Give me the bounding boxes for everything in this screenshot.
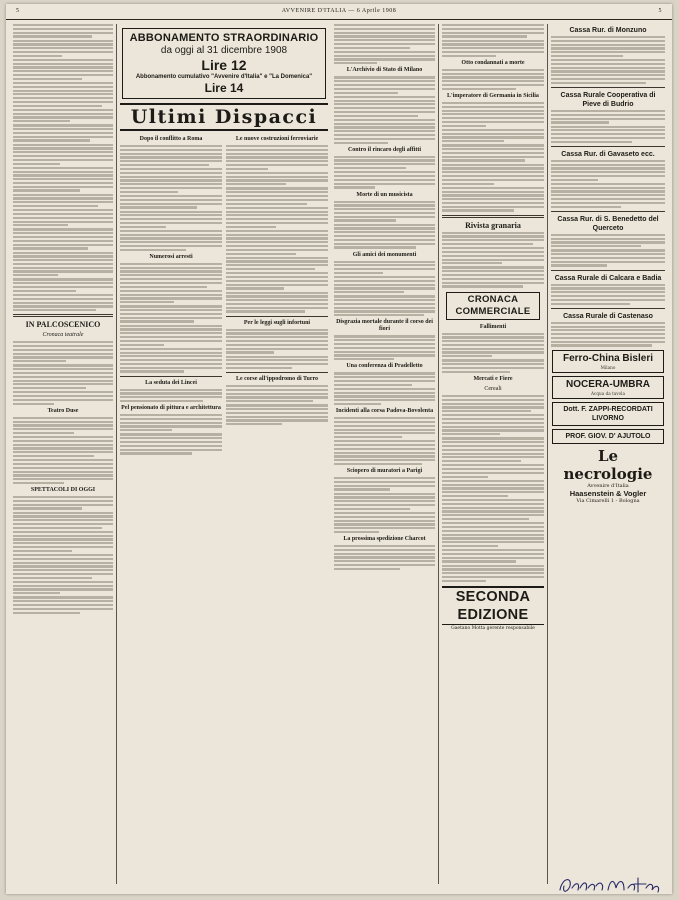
handwritten-signature [554, 872, 672, 894]
illegible-text-block [13, 124, 113, 141]
illegible-text-block [13, 364, 113, 389]
heading-conferenza: Una conferenza di Pradelletto [346, 363, 423, 370]
illegible-text-block [551, 36, 665, 57]
illegible-text-block [442, 414, 544, 435]
illegible-text-block [13, 209, 113, 226]
cassa-querceto: Cassa Rur. di S. Benedetto del Querceto [557, 215, 659, 232]
illegible-text-block [13, 581, 113, 595]
illegible-text-block [226, 230, 328, 255]
illegible-text-block [334, 335, 435, 360]
illegible-text-block [13, 391, 113, 405]
heading-rivista-granaria: Rivista granaria [465, 220, 521, 230]
haasenstein-address: Via Cimarelli 1 - Bologna [576, 498, 640, 504]
ad-nocera [552, 376, 664, 399]
illegible-text-block [13, 459, 113, 484]
illegible-text-block [551, 234, 665, 248]
abbonamento-title: ABBONAMENTO STRAORDINARIO [129, 32, 319, 44]
illegible-text-block [442, 359, 544, 373]
illegible-text-block [442, 480, 544, 497]
illegible-text-block [13, 252, 113, 277]
illegible-text-block [334, 24, 435, 49]
illegible-text-block [442, 499, 544, 520]
illegible-text-block [120, 230, 222, 251]
illegible-text-block [442, 144, 544, 161]
abbonamento-banner [122, 28, 326, 99]
illegible-text-block [120, 325, 222, 346]
necrologie-heading: Le necrologie [563, 447, 653, 483]
heading-disgrazia: Disgrazia mortale durante il corso dei fiori [336, 319, 433, 333]
illegible-text-block [13, 109, 113, 123]
illegible-text-block [226, 385, 328, 402]
cassa-gavaseto: Cassa Rur. di Gavaseto ecc. [561, 150, 655, 158]
heading-incidenti: Incidenti alla corsa Padova-Bovolenta [335, 408, 434, 415]
ad-ajutolo [552, 429, 664, 444]
illegible-text-block [442, 464, 544, 478]
ad-ferro-china [552, 350, 664, 373]
illegible-text-block [334, 545, 435, 570]
cassa-calcara: Cassa Rurale di Calcara e Badia [554, 274, 662, 282]
illegible-text-block [13, 167, 113, 192]
masthead-page-left: 5 [16, 8, 20, 14]
illegible-text-block [120, 263, 222, 288]
heading-arresti: Numerosi arresti [149, 253, 193, 260]
illegible-text-block [334, 119, 435, 144]
illegible-text-block [334, 276, 435, 293]
illegible-text-block [226, 329, 328, 354]
illegible-text-block [226, 356, 328, 370]
column-2 [117, 24, 331, 884]
heading-lincei: La seduta dei Lincei [145, 379, 197, 386]
illegible-text-block [120, 348, 222, 373]
illegible-text-block [226, 145, 328, 170]
illegible-text-block [13, 436, 113, 457]
column-5 [548, 24, 668, 884]
illegible-text-block [120, 145, 222, 166]
cronaca-commerciale-heading: CRONACA COMMERCIALE [446, 292, 540, 320]
abbonamento-period: da oggi al 31 dicembre 1908 [160, 45, 288, 56]
illegible-text-block [334, 51, 435, 65]
masthead-page-right: 5 [658, 8, 662, 14]
illegible-text-block [226, 207, 328, 228]
illegible-text-block [120, 305, 222, 322]
ad-zappi-title: Dott. F. ZAPPI-RECORDATI [563, 406, 653, 413]
illegible-text-block [13, 59, 113, 80]
cassa-castenaso: Cassa Rurale di Castenaso [563, 312, 653, 320]
necrologie-sub: Avvenire d'Italia [587, 483, 629, 489]
column-3 [331, 24, 439, 884]
illegible-text-block [13, 40, 113, 57]
heading-sciopero: Sciopero di muratori a Parigi [346, 468, 423, 475]
illegible-text-block [334, 76, 435, 93]
masthead [6, 8, 672, 20]
abbonamento-price: Lire 12 [201, 57, 247, 73]
illegible-text-block [120, 290, 222, 304]
heading-leggi-infortuni: Per le leggi sugli infortuni [243, 319, 311, 326]
illegible-text-block [551, 322, 665, 347]
haasenstein-vogler: Haasenstein & Vogler [569, 489, 647, 498]
heading-imperatore-germania: L'imperatore di Germania in Sicilia [447, 92, 539, 99]
heading-corse-turro: Le corse all'ippodromo di Turro [235, 376, 319, 383]
heading-costruzioni-ferroviarie: Le nuove costruzioni ferroviarie [235, 136, 319, 142]
illegible-text-block [442, 102, 544, 127]
heading-palcoscenico: IN PALCOSCENICO [25, 320, 101, 330]
illegible-text-block [442, 266, 544, 287]
illegible-text-block [551, 59, 665, 84]
illegible-text-block [120, 433, 222, 454]
illegible-text-block [13, 531, 113, 552]
illegible-text-block [226, 187, 328, 204]
illegible-text-block [226, 172, 328, 186]
illegible-text-block [226, 272, 328, 289]
heading-teatro-duse: Teatro Duse [47, 407, 79, 414]
illegible-text-block [442, 164, 544, 185]
illegible-text-block [334, 440, 435, 465]
ad-ferro-china-title: Ferro-China Bisleri [562, 352, 654, 364]
heading-amici-monumenti: Gli amici dei monumenti [352, 251, 417, 258]
gerente-responsabile: Gaetano Motta gerente responsabile [451, 625, 535, 631]
masthead-title: AVVENIRE D'ITALIA — 6 Aprile 1908 [281, 8, 397, 14]
illegible-text-block [442, 232, 544, 246]
illegible-text-block [442, 522, 544, 547]
illegible-text-block [13, 194, 113, 208]
heading-pensionato: Pel pensionato di pittura e architettura [121, 405, 221, 412]
ad-ajutolo-title: PROF. GIOV. D' AJUTOLO [565, 433, 651, 440]
illegible-text-block [120, 389, 222, 403]
illegible-text-block [13, 496, 113, 510]
illegible-text-block [334, 388, 435, 405]
heading-archivio-milano: L'Archivio di Stato di Milano [346, 67, 423, 74]
illegible-text-block [226, 292, 328, 313]
illegible-text-block [442, 565, 544, 582]
ad-zappi [552, 402, 664, 426]
illegible-text-block [442, 69, 544, 90]
illegible-text-block [551, 284, 665, 305]
heading-mercati-fiere: Mercati e Fiere [473, 375, 513, 382]
cassa-monzuno: Cassa Rur. di Monzuno [569, 27, 647, 34]
illegible-text-block [13, 596, 113, 613]
illegible-text-block [226, 404, 328, 425]
illegible-text-block [551, 160, 665, 181]
illegible-text-block [13, 24, 113, 38]
illegible-text-block [334, 156, 435, 170]
illegible-text-block [442, 333, 544, 358]
illegible-text-block [551, 110, 665, 124]
ad-nocera-title: NOCERA-UMBRA [566, 378, 650, 390]
heading-spedizione-charcot: La prossima spedizione Charcot [343, 536, 426, 543]
ad-zappi-city: LIVORNO [592, 415, 624, 422]
heading-fallimenti: Fallimenti [479, 323, 507, 330]
illegible-text-block [13, 228, 113, 249]
illegible-text-block [13, 278, 113, 292]
abbonamento-cumulative: Abbonamento cumulativo "Avvenire d'Italia" e "La Domenica" [135, 74, 313, 80]
illegible-text-block [120, 211, 222, 228]
seconda-edizione-heading: SECONDA EDIZIONE [442, 586, 544, 625]
heading-otto-condannati: Otto condannati a morte [461, 59, 525, 66]
illegible-text-block [334, 96, 435, 117]
illegible-text-block [13, 341, 113, 362]
illegible-text-block [13, 294, 113, 311]
illegible-text-block [334, 372, 435, 386]
illegible-text-block [120, 195, 222, 209]
heading-conflitto-roma: Dopo il conflitto a Roma [139, 136, 203, 142]
illegible-text-block [551, 183, 665, 208]
illegible-text-block [334, 295, 435, 316]
illegible-text-block [442, 129, 544, 143]
ultimi-dispacci-heading: Ultimi Dispacci [120, 103, 328, 131]
illegible-text-block [226, 257, 328, 271]
illegible-text-block [13, 417, 113, 434]
illegible-text-block [442, 437, 544, 462]
illegible-text-block [442, 187, 544, 212]
illegible-text-block [551, 126, 665, 143]
illegible-text-block [120, 168, 222, 193]
illegible-text-block [334, 171, 435, 188]
illegible-text-block [334, 493, 435, 510]
illegible-text-block [551, 249, 665, 266]
illegible-text-block [442, 247, 544, 264]
illegible-text-block [334, 477, 435, 491]
illegible-text-block [334, 512, 435, 533]
illegible-text-block [334, 224, 435, 249]
illegible-text-block [13, 144, 113, 165]
column-4 [439, 24, 548, 884]
illegible-text-block [334, 417, 435, 438]
ad-ferro-china-sub: Milano [600, 364, 616, 370]
subheading-cronaca-teatrale: Cronaca teatrale [42, 332, 84, 339]
illegible-text-block [442, 40, 544, 57]
heading-cereali: Cereali [484, 385, 502, 392]
heading-morte-musicista: Morte di un musicista [356, 191, 413, 198]
illegible-text-block [120, 414, 222, 431]
column-1 [10, 24, 117, 884]
illegible-text-block [334, 261, 435, 275]
heading-rincaro-affitti: Contro il rincaro degli affitti [347, 146, 422, 153]
illegible-text-block [13, 554, 113, 579]
abbonamento-cumulative-price: Lire 14 [204, 81, 244, 95]
cassa-pieve-budrio: Cassa Rurale Cooperativa di Pieve di Budrio [560, 91, 656, 108]
ad-nocera-sub: Acqua da tavola [591, 390, 625, 396]
illegible-text-block [13, 512, 113, 529]
heading-spettacoli: SPETTACOLI DI OGGI [30, 487, 96, 494]
illegible-text-block [13, 82, 113, 107]
illegible-text-block [442, 24, 544, 38]
illegible-text-block [442, 395, 544, 412]
illegible-text-block [442, 549, 544, 563]
newspaper-page [6, 4, 672, 894]
illegible-text-block [334, 201, 435, 222]
